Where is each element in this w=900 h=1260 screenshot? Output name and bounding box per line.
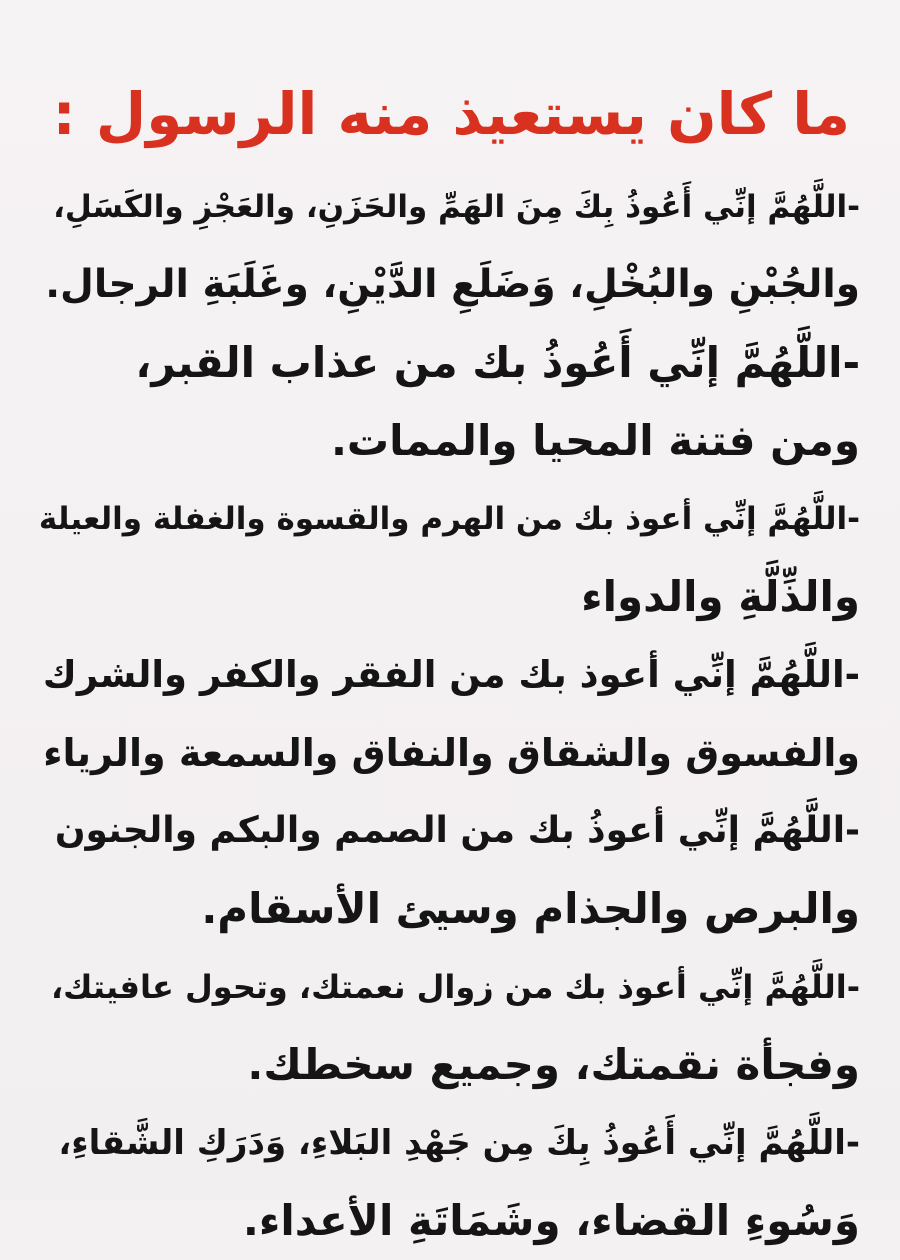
text-line: -اللَّهُمَّ إنِّي أَعُوذُ بِكَ مِنَ الهَمِّ والحَزَنِ، والعَجْزِ والكَسَلِ، — [53, 189, 860, 225]
text-line: -اللَّهُمَّ إنِّي أَعُوذُ بِكَ مِن جَهْدِ البَلاءِ، وَدَرَكِ الشَّقاءِ، — [58, 1123, 860, 1163]
page-title: ما كان يستعيذ منه الرسول : — [52, 80, 850, 148]
text-line: والذِّلَّةِ والدواء — [581, 572, 860, 621]
text-line: -اللَّهُمَّ إنِّي أعوذ بك من الفقر والكفر والشرك — [42, 653, 860, 696]
supplication-text — [36, 168, 860, 1260]
text-line: -اللَّهُمَّ إنِّي أعوذُ بك من الصمم والبكم والجنون — [54, 810, 860, 851]
text-line: -اللَّهُمَّ إنِّي أعوذ بك من زوال نعمتك، وتحول عافيتك، — [50, 968, 860, 1006]
text-line: -اللَّهُمَّ إنِّي أعوذ بك من الهرم والقسوة والغفلة والعيلة — [38, 501, 860, 537]
text-line: والجُبْنِ والبُخْلِ، وَضَلَعِ الدَّيْنِ، وغَلَبَةِ الرجال. — [45, 262, 860, 307]
text-line: ومن فتنة المحيا والممات. — [330, 416, 860, 465]
text-line: وَسُوءِ القضاء، وشَمَاتَةِ الأعداء. — [242, 1196, 860, 1245]
text-line: والفسوق والشقاق والنفاق والسمعة والرياء — [43, 731, 860, 775]
text-line: والبرص والجذام وسيئ الأسقام. — [201, 884, 860, 933]
text-line: -اللَّهُمَّ إنِّي أَعُوذُ بك من عذاب القبر، — [135, 338, 860, 387]
text-line: وفجأة نقمتك، وجميع سخطك. — [247, 1040, 860, 1089]
